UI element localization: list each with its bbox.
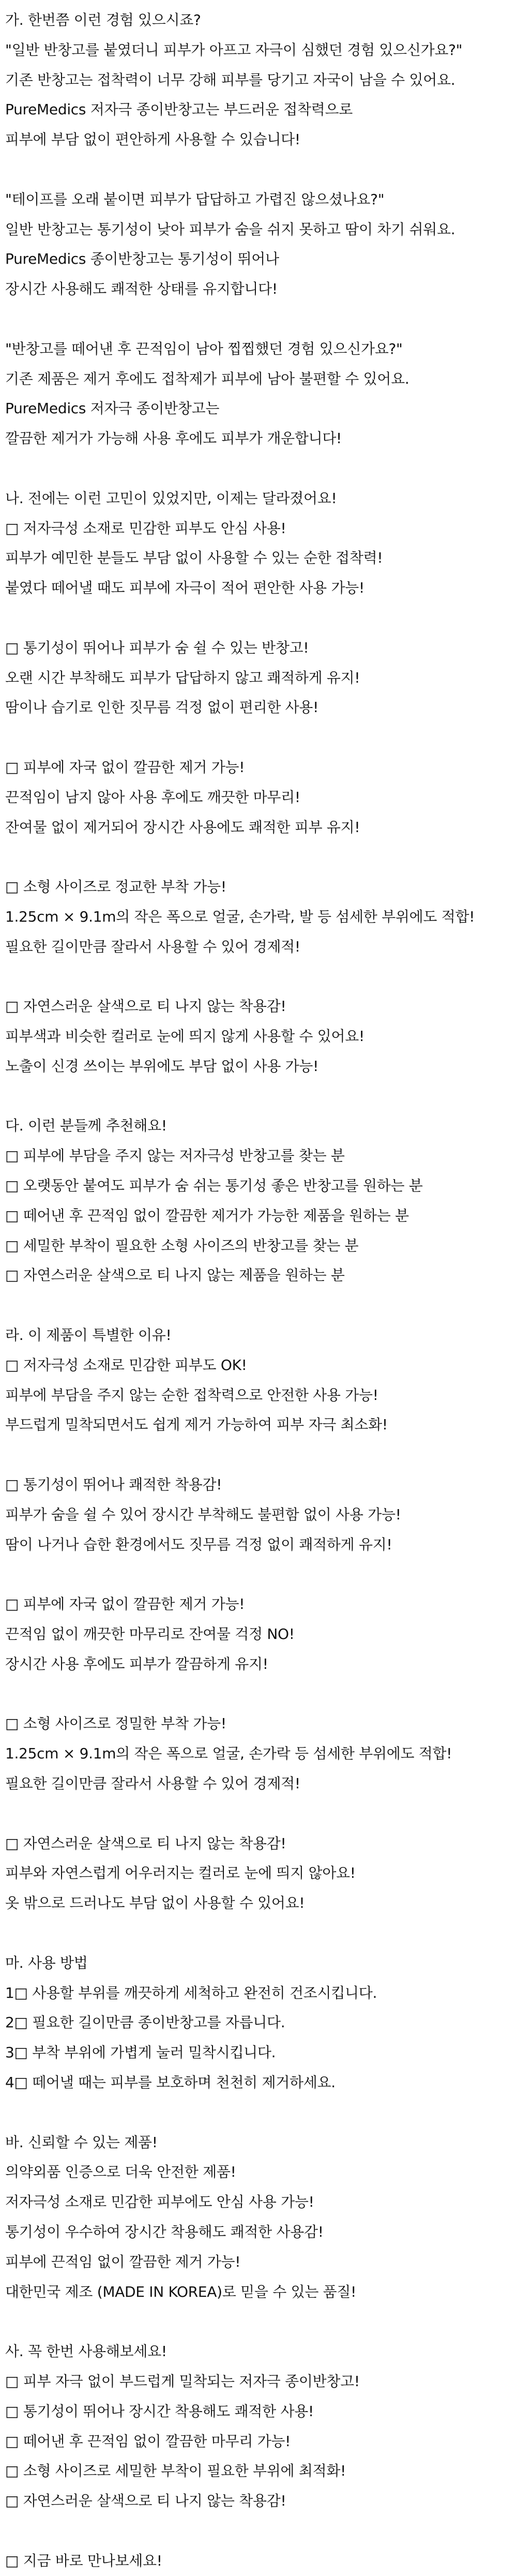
text-line: "반창고를 떼어낸 후 끈적임이 남아 찝찝했던 경험 있으신가요?" [5,340,403,357]
text-line: 기존 반창고는 접착력이 너무 강해 피부를 당기고 자국이 남을 수 있어요. [5,71,455,88]
text-line: □ 소형 사이즈로 정밀한 부착 가능! [5,1715,226,1733]
text-line: 4□ 떼어낼 때는 피부를 보호하며 천천히 제거하세요. [5,2073,336,2091]
text-line: 잔여물 없이 제거되어 장시간 사용에도 쾌적한 피부 유지! [5,818,360,836]
text-line: 저자극성 소재로 민감한 피부에도 안심 사용 가능! [5,2193,314,2211]
text-line: □ 피부 자극 없이 부드럽게 밀착되는 저자극 종이반창고! [5,2372,360,2390]
text-line: □ 소형 사이즈로 세밀한 부착이 필요한 부위에 최적화! [5,2462,346,2480]
text-line: 피부와 자연스럽게 어우러지는 컬러로 눈에 띄지 않아요! [5,1864,356,1882]
text-line: □ 자연스러운 살색으로 티 나지 않는 제품을 원하는 분 [5,1267,345,1284]
text-line: □ 저자극성 소재로 민감한 피부도 OK! [5,1356,247,1374]
text-line: 대한민국 제조 (MADE IN KOREA)로 믿을 수 있는 품질! [5,2283,357,2300]
text-line: 피부가 숨을 쉴 수 있어 장시간 부착해도 불편함 없이 사용 가능! [5,1505,401,1523]
paragraph [5,185,512,304]
text-line: 필요한 길이만큼 잘라서 사용할 수 있어 경제적! [5,1775,300,1792]
text-line: □ 통기성이 뛰어나 장시간 착용해도 쾌적한 사용! [5,2402,314,2420]
text-line: "테이프를 오래 붙이면 피부가 답답하고 가렵진 않으셨나요?" [5,190,385,208]
text-line: PureMedics 저자극 종이반창고는 부드러운 접착력으로 [5,101,353,118]
paragraph [5,1829,512,1918]
text-line: □ 저자극성 소재로 민감한 피부도 안심 사용! [5,519,286,537]
paragraph [5,1470,512,1559]
text-line: □ 피부에 자국 없이 깔끔한 제거 가능! [5,1595,245,1613]
text-line: 2□ 필요한 길이만큼 종이반창고를 자릅니다. [5,2014,285,2031]
paragraph [5,1948,512,2098]
text-line: □ 지금 바로 만나보세요! [5,2552,162,2569]
text-line: 필요한 길이만큼 잘라서 사용할 수 있어 경제적! [5,938,300,955]
text-line: □ 자연스러운 살색으로 티 나지 않는 착용감! [5,1834,286,1852]
text-line: 깔끔한 제거가 가능해 사용 후에도 피부가 개운합니다! [5,430,342,447]
text-line: □ 소형 사이즈로 정교한 부착 가능! [5,878,226,896]
text-line: 피부에 끈적임 없이 깔끔한 제거 가능! [5,2253,241,2270]
text-line: 가. 한번쯤 이런 경험 있으시죠? [5,11,201,28]
text-line: 마. 사용 방법 [5,1954,88,1971]
product-description-document [5,5,512,2576]
text-line: 오랜 시간 부착해도 피부가 답답하지 않고 쾌적하게 유지! [5,669,360,686]
paragraph [5,1589,512,1679]
text-line: 땀이나 습기로 인한 짓무름 걱정 없이 편리한 사용! [5,699,319,716]
text-line: 피부가 예민한 분들도 부담 없이 사용할 수 있는 순한 접착력! [5,549,383,567]
text-line: □ 떼어낸 후 끈적임 없이 깔끔한 제거가 가능한 제품을 원하는 분 [5,1207,409,1224]
text-line: □ 자연스러운 살색으로 티 나지 않는 착용감! [5,2492,286,2510]
text-line: □ 오랫동안 붙여도 피부가 숨 쉬는 통기성 좋은 반창고를 원하는 분 [5,1177,423,1195]
text-line: 끈적임 없이 깨끗한 마무리로 잔여물 걱정 NO! [5,1625,295,1643]
text-line: "일반 반창고를 붙였더니 피부가 아프고 자극이 심했던 경험 있으신가요?" [5,41,463,58]
paragraph [5,2337,512,2516]
text-line: 장시간 사용 후에도 피부가 깔끔하게 유지! [5,1655,268,1673]
paragraph [5,2546,512,2576]
text-line: 부드럽게 밀착되면서도 쉽게 제거 가능하여 피부 자극 최소화! [5,1416,388,1434]
paragraph [5,1111,512,1290]
text-line: □ 세밀한 부착이 필요한 소형 사이즈의 반창고를 찾는 분 [5,1237,359,1254]
text-line: 땀이 나거나 습한 환경에서도 짓무름 걱정 없이 쾌적하게 유지! [5,1535,392,1553]
paragraph [5,484,512,603]
text-line: 3□ 부착 부위에 가볍게 눌러 밀착시킵니다. [5,2044,276,2061]
paragraph [5,334,512,454]
text-line: □ 통기성이 뛰어나 쾌적한 착용감! [5,1476,222,1494]
text-line: 1□ 사용할 부위를 깨끗하게 세척하고 완전히 건조시킵니다. [5,1984,377,2001]
text-line: 사. 꼭 한번 사용해보세요! [5,2343,167,2360]
text-line: 옷 밖으로 드러나도 부담 없이 사용할 수 있어요! [5,1894,305,1912]
text-line: PureMedics 저자극 종이반창고는 [5,400,220,417]
text-line: 통기성이 우수하여 장시간 착용해도 쾌적한 사용감! [5,2223,324,2240]
text-line: □ 통기성이 뛰어나 피부가 숨 쉴 수 있는 반창고! [5,639,309,656]
text-line: 피부에 부담을 주지 않는 순한 접착력으로 안전한 사용 가능! [5,1386,378,1404]
text-line: PureMedics 종이반창고는 통기성이 뛰어나 [5,250,279,268]
text-line: 일반 반창고는 통기성이 낮아 피부가 숨을 쉬지 못하고 땀이 차기 쉬워요. [5,220,455,238]
text-line: 1.25cm × 9.1m의 작은 폭으로 얼굴, 손가락 등 섬세한 부위에도 적합! [5,1745,452,1762]
text-line: 붙였다 떼어낼 때도 피부에 자극이 적어 편안한 사용 가능! [5,579,364,597]
text-line: □ 피부에 부담을 주지 않는 저자극성 반창고를 찾는 분 [5,1147,345,1165]
text-line: 피부에 부담 없이 편안하게 사용할 수 있습니다! [5,131,300,148]
paragraph [5,2128,512,2307]
text-line: □ 자연스러운 살색으로 티 나지 않는 착용감! [5,998,286,1015]
text-line: 바. 신뢰할 수 있는 제품! [5,2133,158,2151]
text-line: □ 피부에 자국 없이 깔끔한 제거 가능! [5,758,245,776]
paragraph [5,752,512,842]
paragraph [5,1320,512,1440]
paragraph [5,991,512,1081]
text-line: 의약외품 인증으로 더욱 안전한 제품! [5,2163,236,2181]
text-line: 노출이 신경 쓰이는 부위에도 부담 없이 사용 가능! [5,1057,319,1075]
paragraph [5,1709,512,1798]
text-line: 나. 전에는 이런 고민이 있었지만, 이제는 달라졌어요! [5,489,337,507]
text-line: 1.25cm × 9.1m의 작은 폭으로 얼굴, 손가락, 발 등 섬세한 부위에도 적합! [5,908,475,925]
text-line: □ 떼어낸 후 끈적임 없이 깔끔한 마무리 가능! [5,2432,291,2450]
paragraph [5,633,512,722]
text-line: 끈적임이 남지 않아 사용 후에도 깨끗한 마무리! [5,788,300,806]
text-line: 라. 이 제품이 특별한 이유! [5,1327,172,1344]
paragraph [5,5,512,155]
text-line: 장시간 사용해도 쾌적한 상태를 유지합니다! [5,280,278,298]
text-line: 기존 제품은 제거 후에도 접착제가 피부에 남아 불편할 수 있어요. [5,370,409,387]
text-line: 피부색과 비슷한 컬러로 눈에 띄지 않게 사용할 수 있어요! [5,1028,364,1045]
text-line: 다. 이런 분들께 추천해요! [5,1117,167,1135]
paragraph [5,872,512,961]
